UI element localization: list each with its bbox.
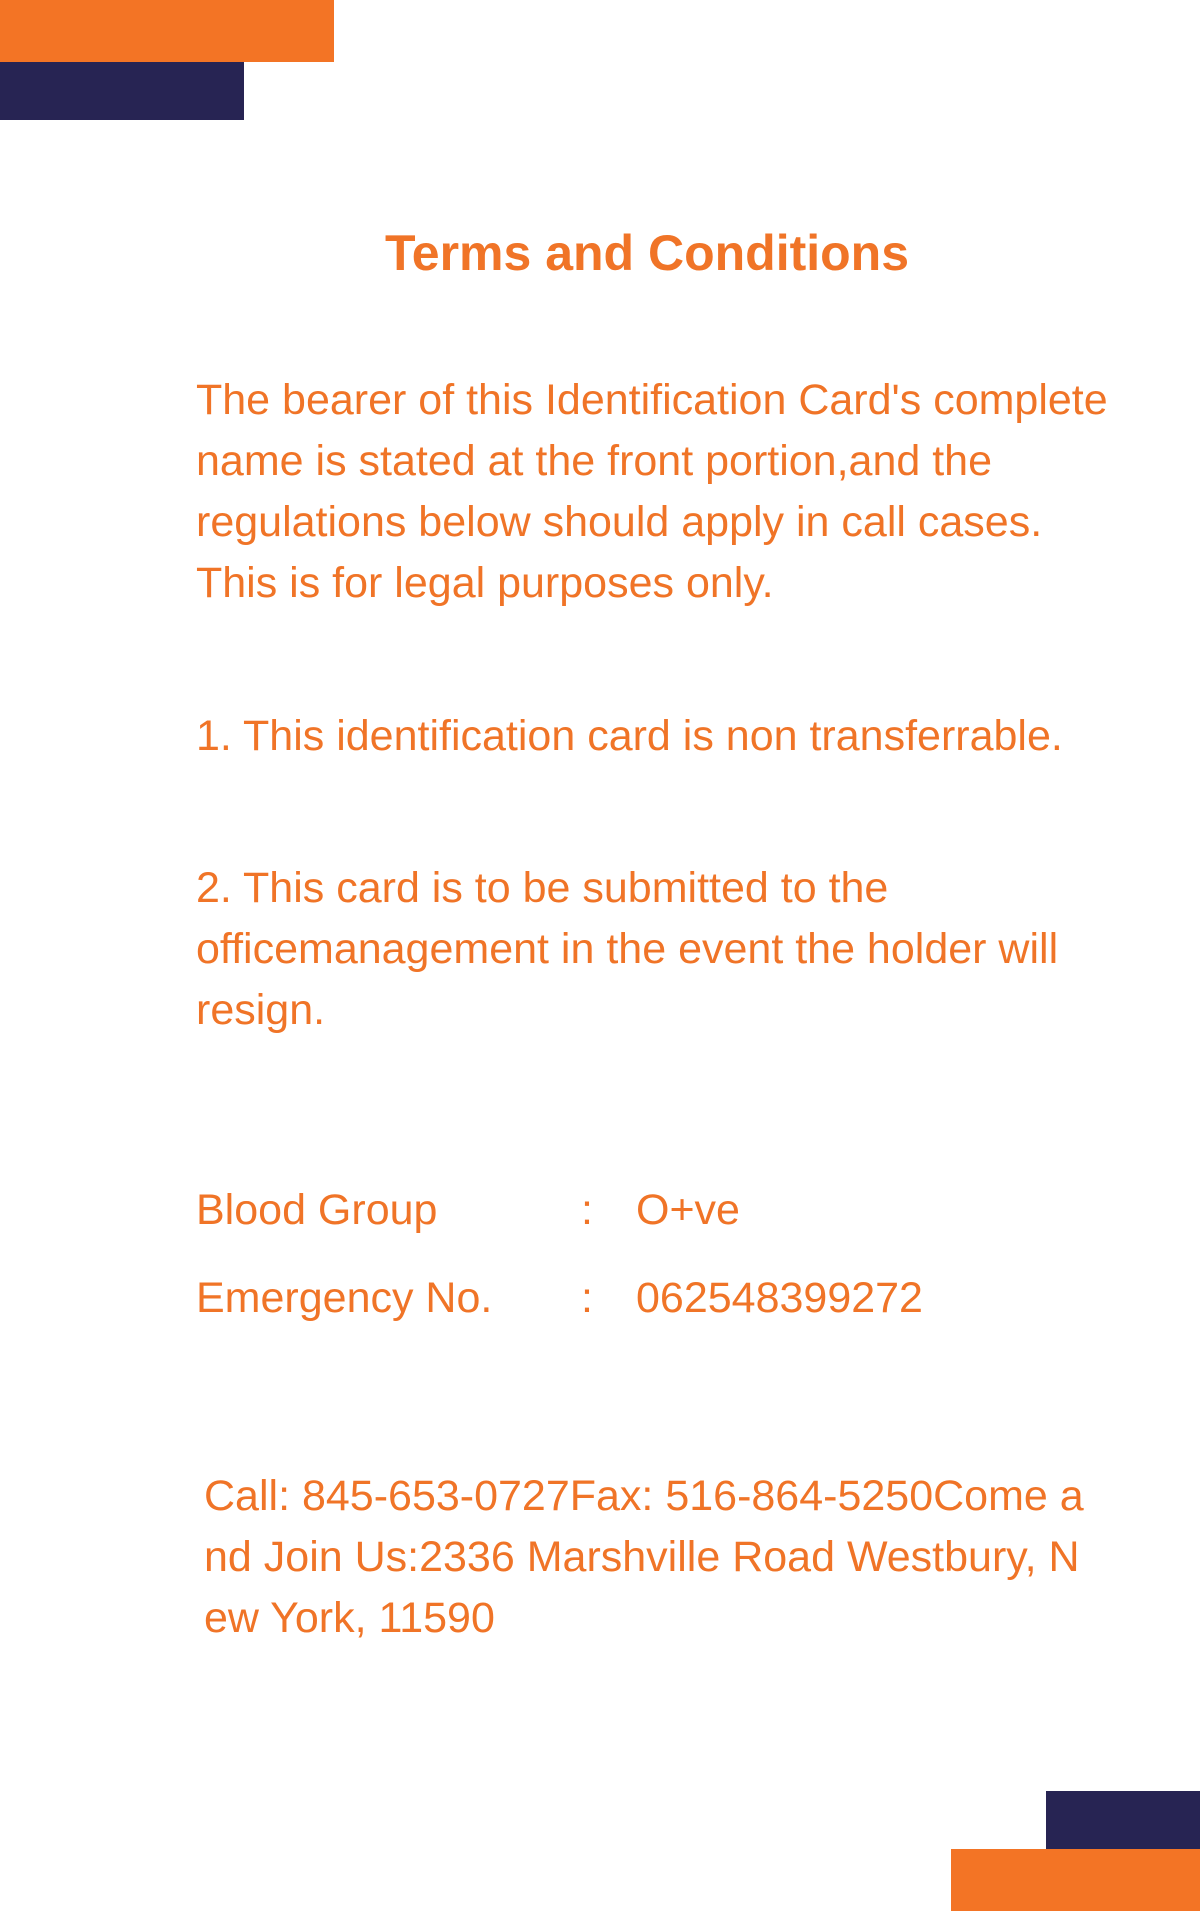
emergency-label: Emergency No. — [196, 1274, 493, 1322]
rule-1: 1. This identification card is non transferrable. — [196, 712, 1063, 760]
blood-group-value: O+ve — [636, 1186, 740, 1234]
top-left-orange-bar — [0, 0, 334, 62]
rule-2: 2. This card is to be submitted to the officemanagement in the event the holder will resign. — [196, 864, 1059, 1034]
intro-paragraph: The bearer of this Identification Card's complete name is stated at the front portion,and the regulations below should apply in call cases. This is for legal purposes only. — [196, 376, 1108, 607]
blood-group-label: Blood Group — [196, 1186, 438, 1234]
bottom-right-orange-bar — [951, 1849, 1200, 1911]
bottom-right-navy-bar — [1046, 1791, 1200, 1849]
emergency-value: 062548399272 — [636, 1274, 923, 1322]
emergency-separator: : — [581, 1274, 593, 1322]
blood-group-separator: : — [581, 1186, 593, 1234]
contact-info: Call: 845-653-0727Fax: 516-864-5250Come and Join Us:2336 Marshville Road Westbury, New York, 11590 — [204, 1472, 1084, 1642]
page-title: Terms and Conditions — [384, 225, 910, 281]
top-left-navy-bar — [0, 62, 244, 120]
